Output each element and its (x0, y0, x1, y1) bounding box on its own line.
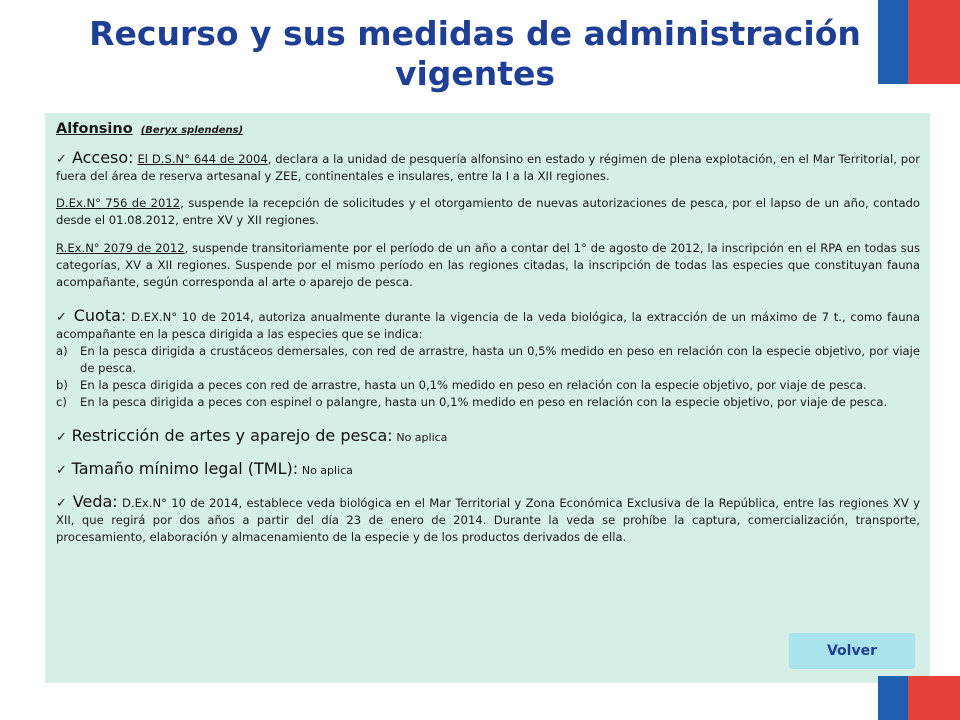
flag-decoration-top (878, 0, 960, 84)
acceso-decree-ref: El D.S.N° 644 de 2004 (137, 152, 268, 166)
list-item-text: En la pesca dirigida a peces con espinel o palangre, hasta un 0,1% medido en peso en relación con la especie objetivo, por viaje de pesca. (80, 395, 888, 409)
list-item-marker: a) (56, 344, 68, 358)
dex756-decree-ref: D.Ex.N° 756 de 2012 (56, 196, 181, 210)
veda-label: Veda: (72, 492, 118, 511)
flag-red-stripe (908, 676, 960, 720)
tml-label: Tamaño mínimo legal (TML): (71, 459, 299, 478)
list-item (56, 343, 920, 377)
cuota-text: D.EX.N° 10 de 2014, autoriza anualmente durante la vigencia de la veda biológica, la extracción de un máximo de 7 t., como fauna acompañante en la pesca dirigida a las especies que se indica: (56, 310, 920, 341)
cuota-list (56, 343, 920, 411)
flag-red-stripe (908, 0, 960, 84)
flag-blue-stripe (878, 676, 908, 720)
tml-value: No aplica (301, 464, 353, 477)
dex756-text: , suspende la recepción de solicitudes y el otorgamiento de nuevas autorizaciones de pesca, por el lapso de un año, contado desde el 01.08.2012, entre XV y XII regiones. (56, 196, 921, 227)
volver-button[interactable]: Volver (789, 633, 915, 669)
list-item-marker: c) (56, 395, 67, 409)
rex2079-decree-ref: R.Ex.N° 2079 de 2012 (56, 241, 185, 255)
dex756-section (56, 195, 920, 229)
page-title-line-1: Recurso y sus medidas de administración (89, 14, 861, 53)
list-item (56, 394, 920, 411)
list-item-marker: b) (56, 378, 68, 392)
rex2079-text: , suspende transitoriamente por el período de un año a contar del 1° de agosto de 2012, la inscripción en el RPA en todas sus categorías, XV a XII regiones. Suspende por el mismo período en las regiones citadas, la inscripción de todas las especies que constituyan fauna acompañante, según corresponda al arte o aparejo de pesca. (56, 241, 921, 289)
page-title-line-2: vigentes (394, 54, 556, 93)
checkmark-icon: ✓ (56, 310, 68, 325)
checkmark-icon: ✓ (56, 463, 67, 478)
checkmark-icon: ✓ (56, 496, 68, 511)
restriccion-label: Restricción de artes y aparejo de pesca: (71, 426, 393, 445)
restriccion-value: No aplica (396, 431, 448, 444)
species-scientific-name: (Beryx splendens) (140, 125, 244, 136)
acceso-section (56, 149, 920, 185)
checkmark-icon: ✓ (56, 152, 68, 167)
tml-section (56, 460, 920, 479)
veda-section (56, 493, 920, 546)
content-panel (45, 113, 930, 683)
veda-text: D.Ex.N° 10 de 2014, establece veda biológica en el Mar Territorial y Zona Económica Exclusiva de la República, entre las regiones XV y XII, que regirá por dos años a partir del día 23 de enero de 2014. Durante la veda se prohíbe la captura, comercialización, transporte, procesamiento, elaboración y almacenamiento de la especie y de los productos derivados de ella. (56, 496, 920, 544)
list-item-text: En la pesca dirigida a crustáceos demersales, con red de arrastre, hasta un 0,5% medido en peso en relación con la especie objetivo, por viaje de pesca. (80, 344, 920, 375)
species-name: Alfonsino (56, 121, 133, 137)
restriccion-section (56, 427, 920, 446)
acceso-text: , declara a la unidad de pesquería alfonsino en estado y régimen de plena explotación, en el Mar Territorial, por fuera del área de reserva artesanal y ZEE, continentales e insulares, entre la I a la XII regiones. (56, 152, 921, 183)
page-title (60, 14, 890, 94)
cuota-section (56, 307, 920, 411)
flag-decoration-bottom (878, 676, 960, 720)
cuota-label: Cuota: (73, 306, 127, 325)
checkmark-icon: ✓ (56, 430, 67, 445)
rex2079-section (56, 240, 920, 291)
species-heading (56, 121, 920, 139)
list-item (56, 377, 920, 394)
list-item-text: En la pesca dirigida a peces con red de arrastre, hasta un 0,1% medido en peso en relación con la especie objetivo, por viaje de pesca. (80, 378, 867, 392)
acceso-label: Acceso: (71, 148, 134, 167)
